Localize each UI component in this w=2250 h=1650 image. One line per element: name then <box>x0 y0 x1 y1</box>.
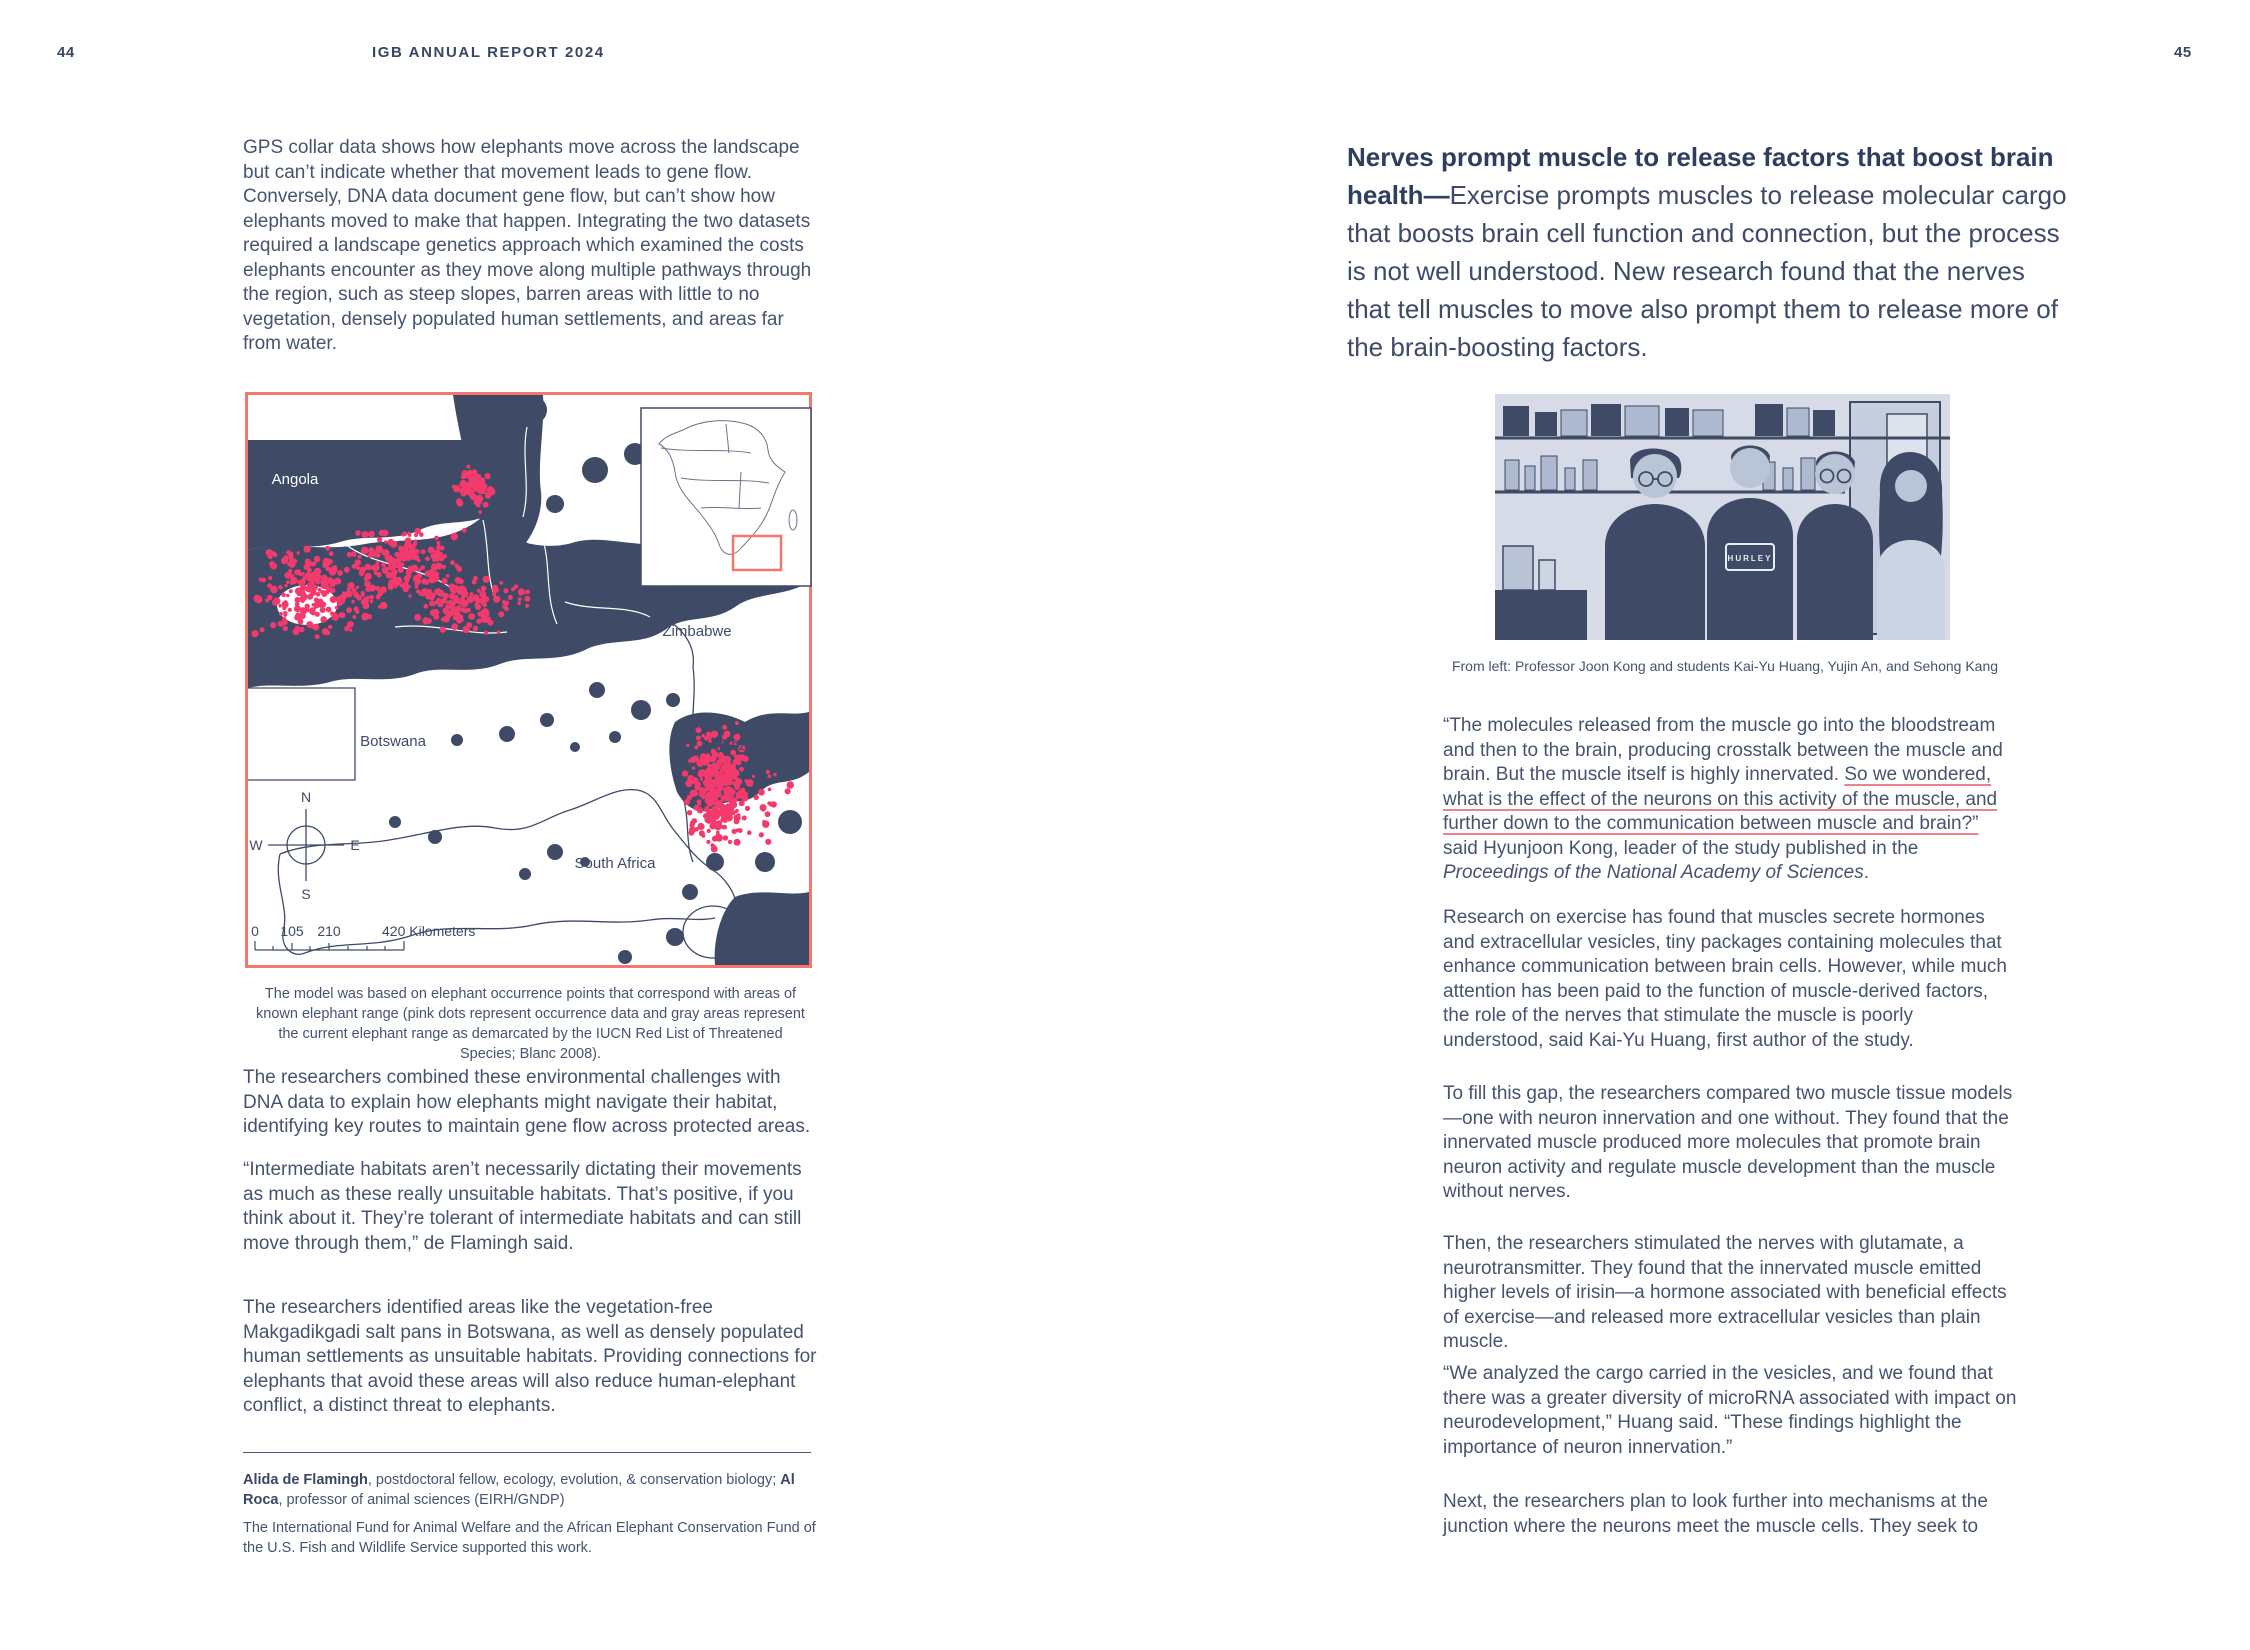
label-angola: Angola <box>271 471 319 488</box>
journal-name: Proceedings of the National Academy of Sciences <box>1443 862 1864 883</box>
label-zimbabwe: Zimbabwe <box>662 623 732 640</box>
svg-text:S: S <box>301 886 311 902</box>
paragraph-cargo: “We analyzed the cargo carried in the vesicles, and we found that there was a greater diversity of microRNA associated with impact on neurodevelopment,” Huang said. “These findings highlight the importance of neuron innervation.” <box>1443 1363 2017 1458</box>
label-mozambique: Mozambique <box>718 738 802 754</box>
svg-text:105: 105 <box>280 923 304 939</box>
svg-text:0: 0 <box>251 923 259 939</box>
photo-caption: From left: Professor Joon Kong and students Kai-Yu Huang, Yujin An, and Sehong Kang <box>1451 658 1999 674</box>
africa-inset-map <box>641 408 811 586</box>
quote-post: . <box>1863 862 1869 883</box>
paragraph-next-steps: Next, the researchers plan to look further into mechanisms at the junction where the neurons meet the muscle cells. They seek to <box>1443 1491 1988 1537</box>
label-zambia: Zambia <box>371 441 423 458</box>
page-number-right: 45 <box>2174 44 2192 61</box>
quote-mid: said Hyunjoon Kong, leader of the study published in the <box>1443 837 1919 859</box>
paragraph-identified: The researchers identified areas like the vegetation-free Makgadikgadi salt pans in Botswana, as well as densely populated human settlements as unsuitable habitats. Providing connections for elephants that avoid these areas will also reduce human-elephant conflict, a distinct threat to elephants. <box>243 1297 817 1416</box>
label-botswana: Botswana <box>360 733 426 750</box>
svg-text:210: 210 <box>317 923 341 939</box>
svg-text:E: E <box>350 837 360 853</box>
article-heading <box>1347 138 2075 366</box>
paragraph-glutamate: Then, the researchers stimulated the nerves with glutamate, a neurotransmitter. They found that the innervated muscle emitted higher levels of irisin—a hormone associated with beneficial effects of exercise—and released more extracellular vesicles than plain muscle. <box>1443 1233 2007 1352</box>
paragraph-quote-flamingh: “Intermediate habitats aren’t necessarily dictating their movements as much as these really unsuitable habitats. That’s positive, if you think about it. They’re tolerant of intermediate habitats and can still move through them,” de Flamingh said. <box>243 1159 802 1254</box>
intro-paragraph: GPS collar data shows how elephants move across the landscape but can’t indicate whether that movement leads to gene flow. Conversely, DNA data document gene flow, but can’t show how elephants moved to make that happen. Integrating the two datasets required a landscape genetics approach which examined the costs elephants encounter as they move along multiple pathways through the region, such as steep slopes, barren areas with little to no vegetation, densely populated human settlements, and areas far from water. <box>243 137 812 354</box>
article-heading-bold: Nerves prompt muscle to release factors that boost brain health— <box>1347 142 2054 210</box>
credit-name-roca: Al Roca <box>243 1472 795 1508</box>
paragraph-kong-quote <box>1443 714 2018 886</box>
article-heading-dek: Exercise prompts muscles to release molecular cargo that boosts brain cell function and connection, but the process is not well understood. New research found that the nerves that tell muscles to move also prompt them to release more of the brain-boosting factors. <box>1347 180 2067 362</box>
credit-text-1: , postdoctoral fellow, ecology, evolution, & conservation biology; <box>367 1472 781 1488</box>
quote-pre: “The molecules released from the muscle go into the bloodstream and then to the brain, producing crosstalk between the muscle and brain. But the muscle itself is highly innervated. <box>1443 715 2003 785</box>
quote-underlined: So we wondered, what is the effect of the neurons on this activity of the muscle, and further down to the communication between muscle and brain?” <box>1443 764 1998 834</box>
funding-line: The International Fund for Animal Welfare and the African Elephant Conservation Fund of the U.S. Fish and Wildlife Service supported this work. <box>243 1520 816 1556</box>
photo-person-4 <box>1877 452 1945 640</box>
paragraph-combined: The researchers combined these environmental challenges with DNA data to explain how elephants might navigate their habitat, identifying key routes to maintain gene flow across protected areas. <box>243 1067 811 1137</box>
paragraph-fill-gap: To fill this gap, the researchers compared two muscle tissue models—one with neuron innervation and one without. They found that the innervated muscle produced more molecules that promote brain neuron activity and regulate muscle development than the muscle without nerves. <box>1443 1083 2013 1202</box>
hoodie-logo-text: HURLEY <box>1727 554 1773 563</box>
svg-text:N: N <box>300 789 312 805</box>
svg-text:420 Kilometers: 420 Kilometers <box>382 923 476 939</box>
map-caption: The model was based on elephant occurrence points that correspond with areas of known elephant range (pink dots represent occurrence data and gray areas represent the current elephant range as demarcated by the IUCN Red List of Threatened Species; Blanc 2008). <box>256 986 805 1062</box>
credits-divider <box>243 1452 811 1453</box>
paragraph-research-exercise: Research on exercise has found that muscles secrete hormones and extracellular vesicles, tiny packages containing molecules that enhance communication between brain cells. However, while much attention has been paid to the function of muscle-derived factors, the role of the nerves that stimulate the muscle is poorly understood, said Kai-Yu Huang, first author of the study. <box>1443 907 2007 1051</box>
report-title: IGB ANNUAL REPORT 2024 <box>372 44 605 61</box>
credit-name-flamingh: Alida de Flamingh <box>243 1472 368 1488</box>
label-south-africa: South Africa <box>574 855 656 872</box>
credit-text-2: , professor of animal sciences (EIRH/GNDP) <box>278 1492 565 1508</box>
elephant-range-map <box>245 392 812 968</box>
svg-text:W: W <box>249 837 263 853</box>
lab-group-photo <box>1495 394 1950 640</box>
page-number-left: 44 <box>57 44 75 61</box>
credits-line <box>243 1470 821 1510</box>
